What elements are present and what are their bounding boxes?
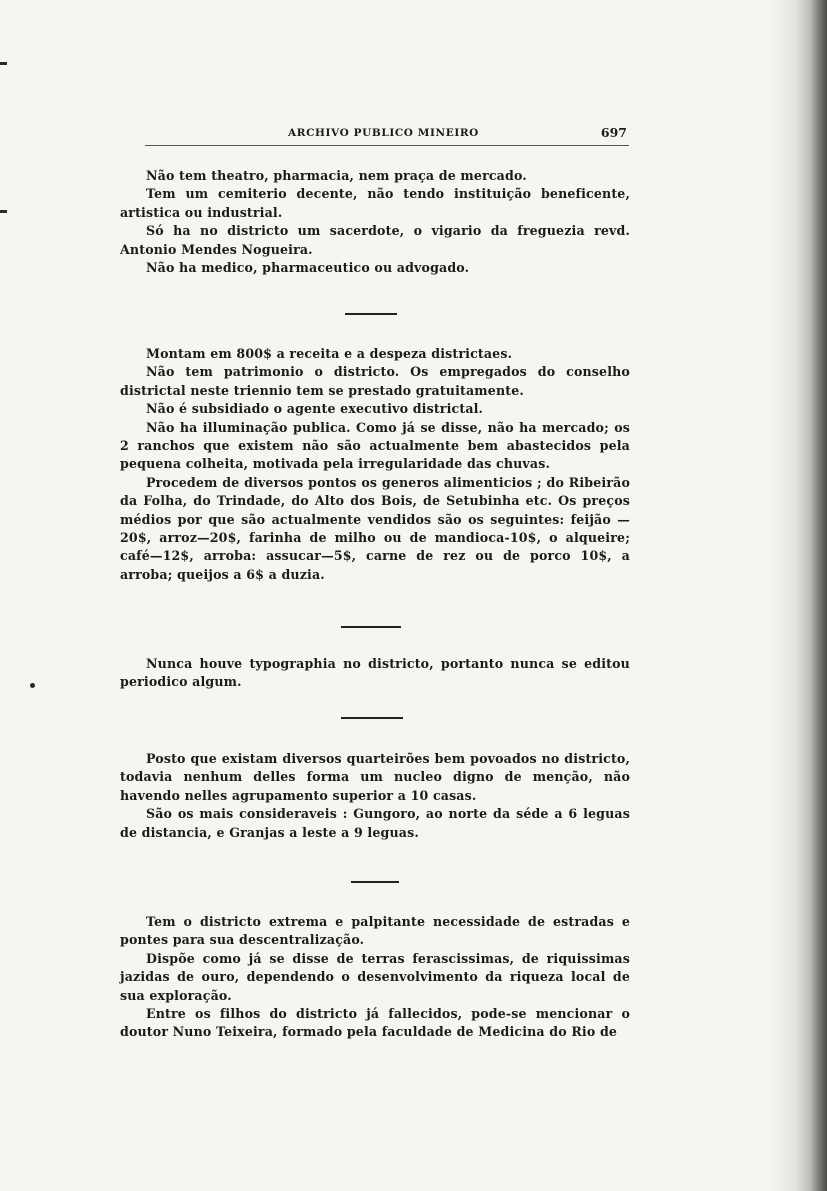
paragraph: Tem um cemiterio decente, não tendo instituição beneficente, artistica ou industrial. — [120, 186, 630, 220]
page-edge-shadow — [771, 0, 827, 1191]
margin-mark — [0, 62, 7, 65]
section-separator — [341, 626, 401, 628]
paragraph: São os mais consideraveis : Gungoro, ao norte da séde a 6 leguas de distancia, e Granjas a leste a 9 leguas. — [120, 806, 630, 840]
section-separator — [345, 313, 397, 315]
paragraph: Nunca houve typographia no districto, portanto nunca se editou periodico algum. — [120, 656, 630, 690]
section-finances — [120, 345, 630, 584]
paragraph: Entre os filhos do districto já fallecidos, pode-se mencionar o doutor Nuno Teixeira, formado pela faculdade de Medicina do Rio de — [120, 1006, 630, 1040]
section-press — [120, 655, 630, 692]
paragraph: Procedem de diversos pontos os generos alimenticios ; do Ribeirão da Folha, do Trindade, do Alto dos Bois, de Setubinha etc. Os preços médios por que são actualmente vendidos são os seguintes: feijão — 20$, arroz—20$, farinha de milho ou de mandioca-10$, o alqueire; café—12$, arroba: assucar—5$, carne de rez ou de porco 10$, a arroba; queijos a 6$ a duzia. — [120, 474, 630, 582]
paragraph: Não tem patrimonio o districto. Os empregados do conselho districtal neste triennio tem se prestado gratuitamente. — [120, 364, 630, 398]
paragraph: Montam em 800$ a receita e a despeza districtaes. — [146, 346, 513, 361]
section-needs — [120, 913, 630, 1042]
paragraph: Não tem theatro, pharmacia, nem praça de mercado. — [146, 168, 527, 183]
paragraph: Não ha medico, pharmaceutico ou advogado. — [146, 260, 470, 276]
section-facilities — [120, 167, 630, 277]
paragraph: Não ha illuminação publica. Como já se disse, não ha mercado; os 2 ranchos que existem não são actualmente bem abastecidos pela pequena colheita, motivada pela irregularidade das chuvas. — [120, 419, 630, 472]
section-settlements — [120, 750, 630, 842]
paragraph: Não é subsidiado o agente executivo districtal. — [146, 401, 484, 417]
running-title: ARCHIVO PUBLICO MINEIRO — [288, 127, 479, 139]
paragraph: Posto que existam diversos quarteirões bem povoados no districto, todavia nenhum delles forma um nucleo digno de menção, não havendo nelles agrupamento superior a 10 casas. — [120, 751, 630, 803]
page-number: 697 — [600, 125, 627, 140]
margin-mark — [0, 210, 7, 213]
paragraph: Tem o districto extrema e palpitante necessidade de estradas e pontes para sua descentralização. — [120, 914, 630, 948]
page-header — [145, 125, 629, 146]
margin-mark — [30, 683, 35, 688]
section-separator — [351, 881, 399, 883]
paragraph: Só ha no districto um sacerdote, o vigario da freguezia revd. Antonio Mendes Nogueira. — [120, 223, 630, 257]
paragraph: Dispõe como já se disse de terras ferascissimas, de riquissimas jazidas de ouro, dependendo o desenvolvimento da riqueza local de sua exploração. — [120, 950, 630, 1003]
section-separator — [341, 717, 403, 719]
